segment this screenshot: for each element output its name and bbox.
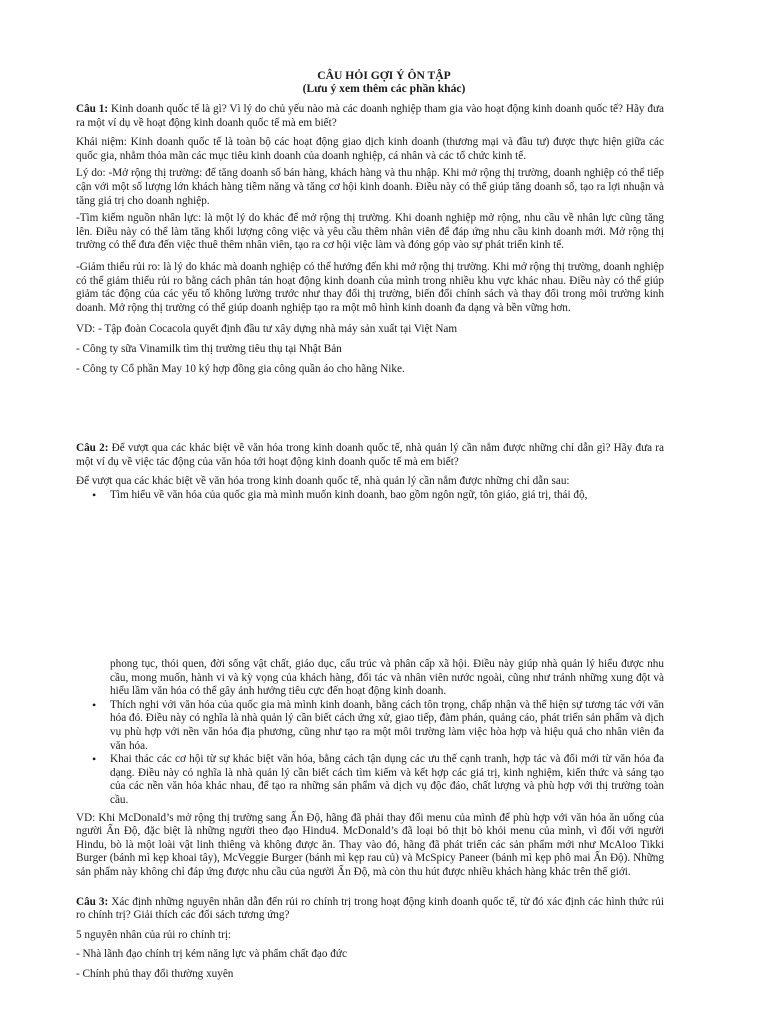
q2-example: VD: Khi McDonald’s mở rộng thị trường sang Ấn Độ, hãng đã phải thay đổi menu của mình để phù hợp với văn hóa ăn uống của người Ấn Độ, đặc biệt là những người theo đạo Hindu4. McDonald’s đã loại bỏ thịt bò khỏi menu của mình, vì đối với người Hindu, bò là một loài vật linh thiêng và không được ăn. Thay vào đó, hãng đã phát triển các sản phẩm mới như McAloo Tikki Burger (bánh mì kẹp khoai tây), McVeggie Burger (bánh mì kẹp rau củ) và McSpicy Paneer (bánh mì kẹp phô mai Ấn Độ). Những sản phẩm này không chỉ đáp ứng được nhu cầu của người Ấn Độ, mà còn thu hút được nhiều khách hàng khác trên thế giới. bbox=[76, 811, 664, 878]
question-2 bbox=[76, 442, 664, 469]
question-1-label: Câu 1: bbox=[76, 103, 109, 115]
q1-example-2: - Công ty sữa Vinamilk tìm thị trường tiêu thụ tại Nhật Bản bbox=[76, 342, 342, 355]
q2-bullet-list bbox=[76, 699, 664, 808]
q2-intro: Để vượt qua các khác biệt về văn hóa trong kinh doanh quốc tế, nhà quản lý cần nắm được những chỉ dẫn sau: bbox=[76, 475, 570, 488]
q2-bullet-3: • Khai thác các cơ hội từ sự khác biệt văn hóa, bằng cách tận dụng các ưu thế cạnh tranh, hợp tác và đổi mới từ văn hóa đa dạng. Điều này có nghĩa là nhà quản lý cần biết cách tìm kiếm và kết hợp các giá trị, kinh nghiệm, kiến thức và sáng tạo của các nền văn hóa khác nhau, để tạo ra những sản phẩm và dịch vụ độc đáo, chất lượng và phù hợp với thị trường toàn cầu. bbox=[92, 752, 664, 806]
q1-definition: Khái niệm: Kinh doanh quốc tế là toàn bộ các hoạt động giao dịch kinh doanh (thương mại và đầu tư) được thực hiện giữa các quốc gia, nhằm thỏa mãn các mục tiêu kinh doanh của doanh nghiệp, cá nhân và các tổ chức kinh tế. bbox=[76, 136, 664, 162]
q1-example-3: - Công ty Cổ phần May 10 ký hợp đồng gia công quần áo cho hãng Nike. bbox=[76, 362, 405, 375]
question-2-section bbox=[76, 442, 664, 502]
question-2-label: Câu 2: bbox=[76, 442, 109, 454]
bullet-icon: • bbox=[92, 752, 97, 767]
document-header bbox=[0, 69, 768, 95]
question-3-label: Câu 3: bbox=[76, 895, 109, 908]
bullet-icon: • bbox=[92, 697, 97, 712]
document-subtitle: (Lưu ý xem thêm các phần khác) bbox=[302, 82, 466, 95]
q3-intro: 5 nguyên nhân của rủi ro chính trị: bbox=[76, 928, 232, 941]
q1-reason-risk: -Giảm thiểu rủi ro: là lý do khác mà doanh nghiệp có thể hướng đến khi mở rộng thị trường. Khi mở rộng thị trường, doanh nghiệp có thể giảm thiểu rủi ro bằng cách phân tán hoạt động kinh doanh của mình trong nhiều khu vực khác nhau. Điều này có thể giúp giảm tác động của các yếu tố không lường trước như thay đổi thị trường, biến đổi chính sách và thay đổi trong môi trường kinh doanh. Mở rộng thị trường có thể giúp doanh nghiệp tạo ra một mô hình kinh doanh đa dạng và bền vững hơn. bbox=[76, 260, 664, 314]
q1-reason-market: Lý do: -Mở rộng thị trường: để tăng doanh số bán hàng, khách hàng và thu nhập. Khi mở rộng thị trường, doanh nghiệp có thể tiếp cận với một số lượng lớn khách hàng tiềm năng và tăng cơ hội kinh doanh. Điều này có thể giúp tăng doanh số, tạo ra lợi nhuận và tăng giá trị cho doanh nghiệp. bbox=[76, 167, 664, 207]
question-2-text: Để vượt qua các khác biệt về văn hóa trong kinh doanh quốc tế, nhà quản lý cần nắm được những chỉ dẫn gì? Hãy đưa ra một ví dụ về việc tác động của văn hóa tới hoạt động kinh doanh quốc tế mà em biết? bbox=[76, 442, 665, 468]
question-1-section bbox=[76, 103, 664, 376]
q1-example-1: VD: - Tập đoàn Cocacola quyết định đầu tư xây dựng nhà máy sản xuất tại Việt Nam bbox=[76, 323, 458, 336]
question-1-text: Kinh doanh quốc tế là gì? Vì lý do chủ yếu nào mà các doanh nghiệp tham gia vào hoạt động kinh doanh quốc tế? Hãy đưa ra một ví dụ về hoạt động kinh doanh quốc tế mà em biết? bbox=[76, 103, 665, 129]
bullet-icon: • bbox=[92, 487, 97, 502]
q3-item-2: - Chính phủ thay đổi thường xuyên bbox=[76, 967, 234, 980]
q2-bullet-2: • Thích nghi với văn hóa của quốc gia mà mình kinh doanh, bằng cách tôn trọng, chấp nhận và thể hiện sự tương tác với văn hóa đó. Điều này có nghĩa là nhà quản lý cần biết cách ứng xử, giao tiếp, đàm phán, quảng cáo, phát triển sản phẩm và dịch vụ phù hợp với nền văn hóa địa phương, cũng như tạo ra một môi trường làm việc hòa hợp và hiệu quả cho nhân viên đa văn hóa. bbox=[92, 697, 664, 752]
question-3 bbox=[76, 896, 664, 923]
q2-bullet-1-start: • Tìm hiểu về văn hóa của quốc gia mà mình muốn kinh doanh, bao gồm ngôn ngữ, tôn giáo, giá trị, thái độ, bbox=[92, 487, 588, 502]
q3-item-1: - Nhà lãnh đạo chính trị kém năng lực và phẩm chất đạo đức bbox=[76, 948, 347, 961]
document-title: CÂU HỎI GỢI Ý ÔN TẬP bbox=[317, 69, 451, 82]
question-1 bbox=[76, 103, 664, 130]
q1-reason-workforce: -Tìm kiếm nguồn nhân lực: là một lý do khác để mở rộng thị trường. Khi doanh nghiệp mở rộng, nhu cầu về nhân lực cũng tăng lên. Điều này có thể làm tăng khối lượng công việc và yêu cầu thêm nhân viên để đáp ứng nhu cầu kinh doanh mới. Mở rộng thị trường có thể đưa đến việc thuê thêm nhân viên, tạo ra cơ hội việc làm và đóng góp vào sự phát triển kinh tế. bbox=[76, 212, 664, 252]
q2-bullet-1-cont: phong tục, thói quen, đời sống vật chất, giáo dục, cấu trúc và phân cấp xã hội. Điều này giúp nhà quản lý hiểu được nhu cầu, mong muốn, hành vi và kỳ vọng của khách hàng, đối tác và nhân viên nước ngoài, cũng như tránh những xung đột và hiểu lầm văn hóa có thể gây ảnh hưởng tiêu cực đến hoạt động kinh doanh. bbox=[110, 658, 664, 698]
q2-bullet-list-start bbox=[76, 489, 664, 503]
question-3-text: Xác định những nguyên nhân dẫn đến rủi ro chính trị trong hoạt động kinh doanh quốc tế, từ đó xác định các hình thức rủi ro chính trị? Giải thích các đối sách tương ứng? bbox=[76, 895, 665, 922]
question-2-continued bbox=[76, 658, 664, 981]
